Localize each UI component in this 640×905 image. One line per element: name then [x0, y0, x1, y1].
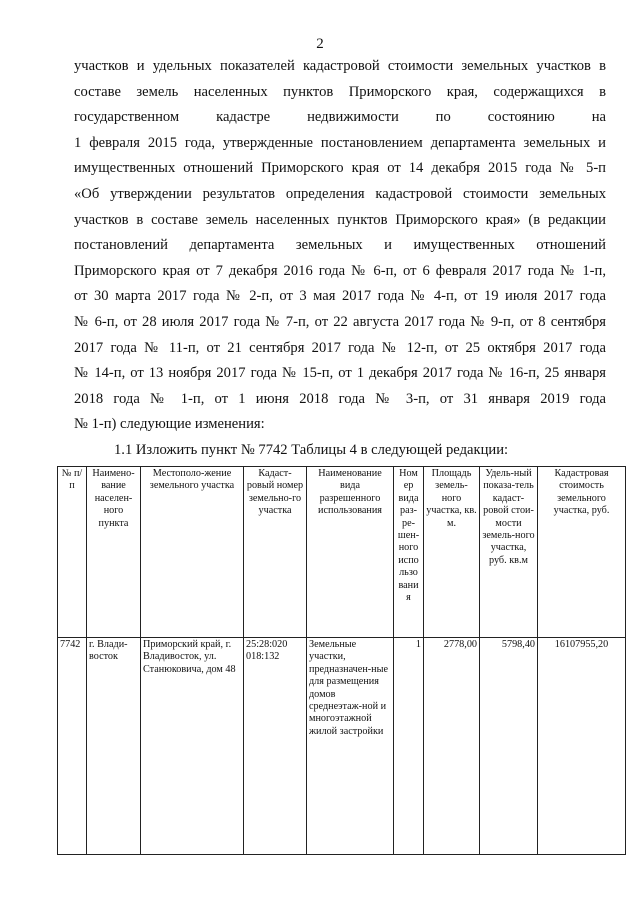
cell-settlement: г. Влади-восток — [87, 638, 141, 855]
cell-location: Приморский край, г. Владивосток, ул. Станюковича, дом 48 — [141, 638, 244, 855]
header-cadastral-value: Кадастровая стоимость земельного участка, руб. — [538, 467, 626, 638]
body-line: 2018 года № 1-п, от 1 июня 2018 года № 3-п, от 31 января 2019 года — [74, 390, 606, 407]
table-row — [58, 638, 626, 855]
body-text — [74, 54, 606, 438]
body-line: постановлений департамента земельных и имущественных отношений — [74, 237, 606, 254]
body-line: Приморского края от 7 декабря 2016 года № 6-п, от 6 февраля 2017 года № 1-п, — [74, 262, 606, 279]
header-use-type: Наименование вида разрешенного использования — [307, 467, 394, 638]
cell-area: 2778,00 — [424, 638, 480, 855]
amendment-clause: 1.1 Изложить пункт № 7742 Таблицы 4 в следующей редакции: — [114, 442, 509, 458]
body-line: № 6-п, от 28 июля 2017 года № 7-п, от 22 августа 2017 года № 9-п, от 8 сентября — [74, 313, 606, 330]
cell-cadastral-value: 16107955,20 — [538, 638, 626, 855]
body-line: 2017 года № 11-п, от 21 сентября 2017 года № 12-п, от 25 октября 2017 года — [74, 339, 606, 356]
body-line: государственном кадастре недвижимости по состоянию на — [74, 109, 606, 126]
cadastral-table — [57, 466, 626, 855]
body-line: № 1-п) следующие изменения: — [74, 416, 265, 433]
header-number: № п/п — [58, 467, 87, 638]
body-line: участков в составе земель населенных пунктов Приморского края» (в редакции — [74, 211, 606, 228]
header-specific-value: Удель-ный показа-тель кадаст-ровой стои-мости земель-ного участка, руб. кв.м — [480, 467, 538, 638]
table-header-row — [58, 467, 626, 638]
cell-specific-value: 5798,40 — [480, 638, 538, 855]
header-use-type-number: Ном ер вида раз-ре-шен-ного испо льзо вани я — [394, 467, 424, 638]
body-line: «Об утверждении результатов определения кадастровой стоимости земельных — [74, 185, 606, 202]
body-line: № 14-п, от 13 ноября 2017 года № 15-п, от 1 декабря 2017 года № 16-п, 25 января — [74, 365, 606, 382]
body-line: от 30 марта 2017 года № 2-п, от 3 мая 2017 года № 4-п, от 19 июля 2017 года — [74, 288, 606, 305]
body-line: составе земель населенных пунктов Приморского края, содержащихся в — [74, 83, 606, 100]
body-line: 1 февраля 2015 года, утвержденные постановлением департамента земельных и — [74, 134, 606, 151]
header-location: Местополо-жение земельного участка — [141, 467, 244, 638]
cell-number: 7742 — [58, 638, 87, 855]
header-settlement: Наимено-вание населен-ного пункта — [87, 467, 141, 638]
body-line: имущественных отношений Приморского края от 14 декабря 2015 года № 5-п — [74, 160, 606, 177]
cell-use-type-number: 1 — [394, 638, 424, 855]
cell-use-type: Земельные участки, предназначен-ные для размещения домов среднеэтаж-ной и многоэтажной жилой застройки — [307, 638, 394, 855]
header-area: Площадь земель-ного участка, кв. м. — [424, 467, 480, 638]
cell-cadastral-number: 25:28:020 018:132 — [244, 638, 307, 855]
page-number: 2 — [316, 36, 324, 52]
header-cadastral-number: Кадаст-ровый номер земельно-го участка — [244, 467, 307, 638]
body-line: участков и удельных показателей кадастровой стоимости земельных участков в — [74, 58, 606, 74]
